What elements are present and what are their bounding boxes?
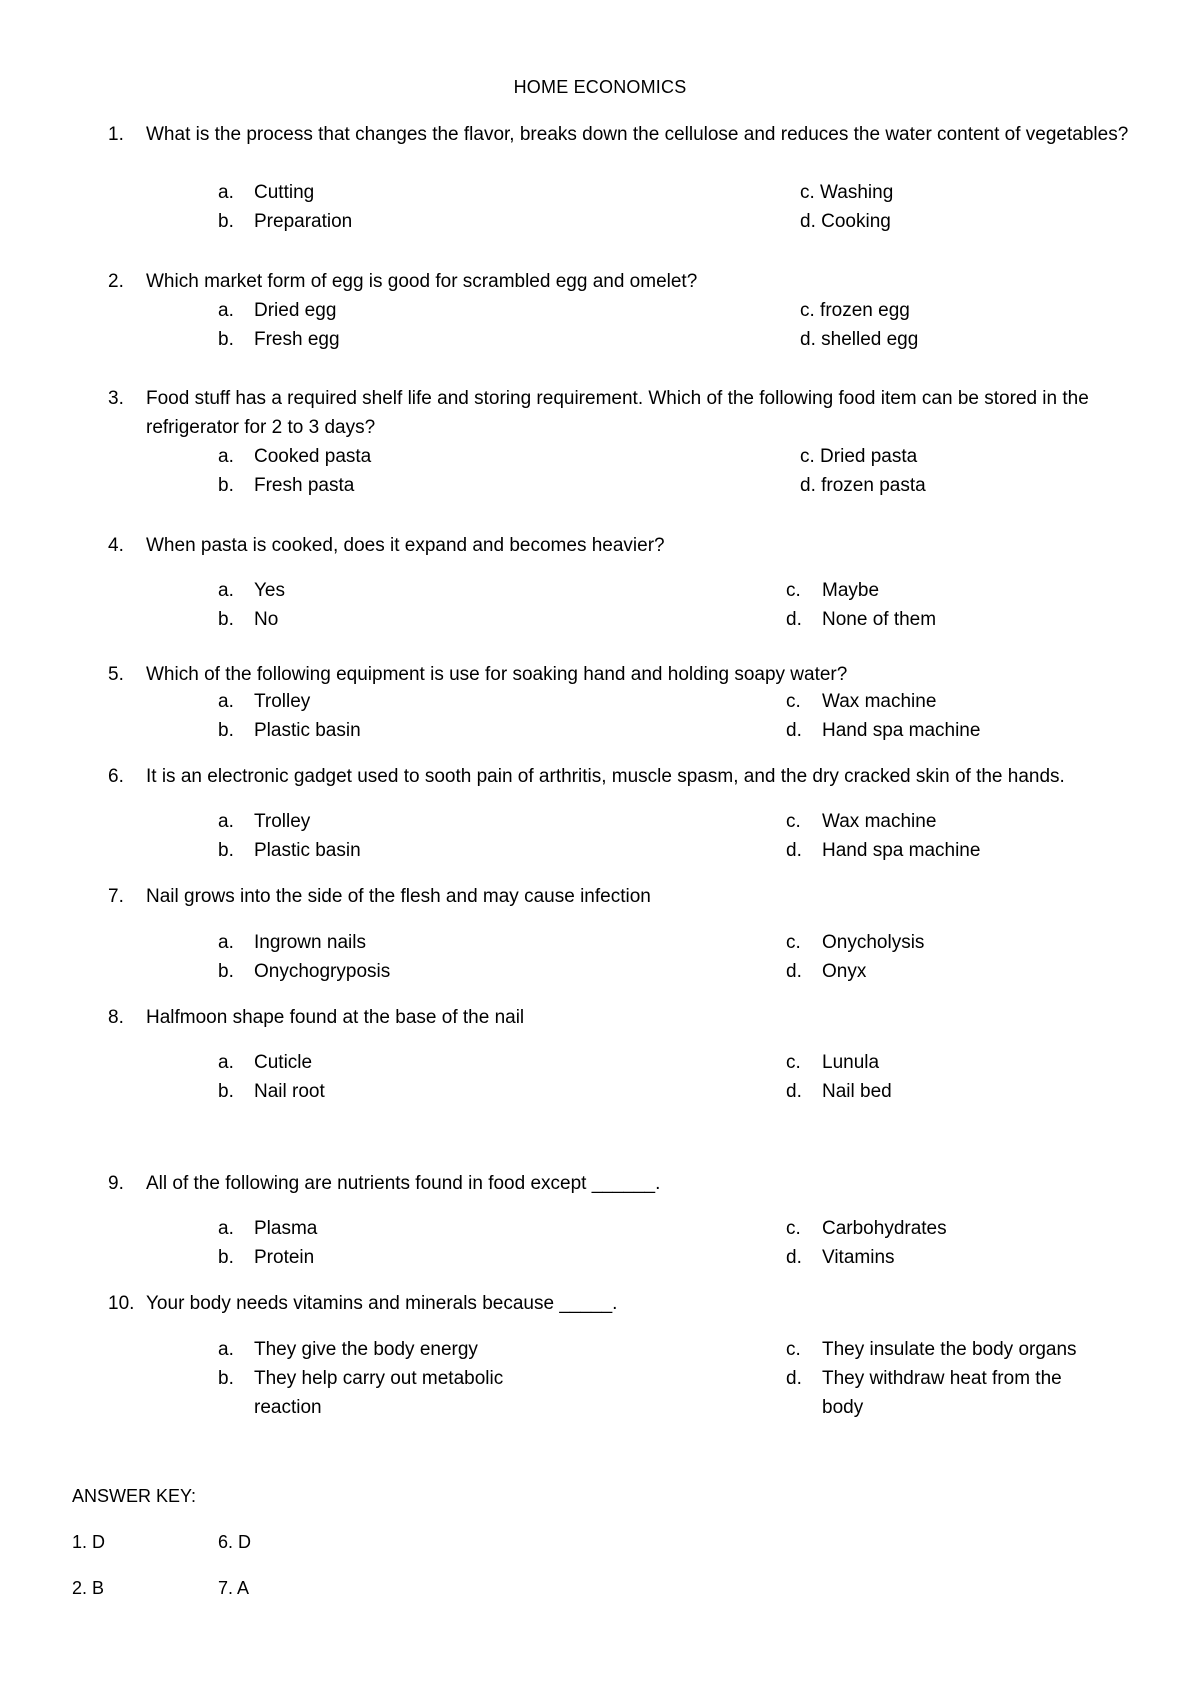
option-c: c. Wax machine <box>786 811 937 832</box>
option-d: d. They withdraw heat from the body <box>786 1368 1062 1418</box>
question-9 <box>108 1169 1148 1198</box>
answer-item: 6. D <box>218 1532 252 1552</box>
option-d: d. frozen pasta <box>800 475 926 496</box>
option-b: b. Preparation <box>218 211 353 232</box>
option-a: a. Cooked pasta <box>218 446 372 467</box>
option-c: c. Wax machine <box>786 691 937 712</box>
option-a: a. Ingrown nails <box>218 932 366 953</box>
option-b: b. Onychogryposis <box>218 961 391 982</box>
question-text: Which of the following equipment is use for soaking hand and holding soapy water? <box>146 664 848 685</box>
question-number: 9. <box>108 1173 124 1194</box>
option-a: a. Plasma <box>218 1218 318 1239</box>
question-text: Which market form of egg is good for scrambled egg and omelet? <box>146 271 698 292</box>
question-7 <box>108 882 1148 911</box>
option-a: a. Cuticle <box>218 1052 313 1073</box>
answer-item: 2. B <box>72 1578 105 1598</box>
option-a: a. Dried egg <box>218 300 337 321</box>
option-d: d. Nail bed <box>786 1081 892 1102</box>
option-c: c. Onycholysis <box>786 932 925 953</box>
option-c: c. Maybe <box>786 580 880 601</box>
question-number: 4. <box>108 535 124 556</box>
question-number: 7. <box>108 886 124 907</box>
question-text: Nail grows into the side of the flesh and may cause infection <box>146 886 651 907</box>
option-d: d. Hand spa machine <box>786 720 981 741</box>
question-text: It is an electronic gadget used to sooth pain of arthritis, muscle spasm, and the dry cracked skin of the hands. <box>146 766 1065 787</box>
option-b: b. Nail root <box>218 1081 325 1102</box>
option-c: c. Washing <box>800 182 894 203</box>
question-3 <box>108 384 1148 442</box>
question-1 <box>108 120 1148 149</box>
option-c: c. They insulate the body organs <box>786 1339 1077 1360</box>
option-a: a. They give the body energy <box>218 1339 478 1360</box>
question-5 <box>108 660 1148 689</box>
question-6 <box>108 762 1148 791</box>
question-number: 8. <box>108 1007 124 1028</box>
question-2 <box>108 267 1148 296</box>
answer-key-label: ANSWER KEY: <box>72 1486 197 1506</box>
option-b: b. Protein <box>218 1247 315 1268</box>
question-text: Halfmoon shape found at the base of the nail <box>146 1007 525 1028</box>
option-b: b. Plastic basin <box>218 840 361 861</box>
option-c: c. Carbohydrates <box>786 1218 947 1239</box>
answer-item: 1. D <box>72 1532 106 1552</box>
option-a: a. Trolley <box>218 811 311 832</box>
option-d: d. Cooking <box>800 211 891 232</box>
option-d: d. Onyx <box>786 961 867 982</box>
question-text: What is the process that changes the flavor, breaks down the cellulose and reduces the water content of vegetables? <box>146 124 1129 145</box>
option-c: c. Lunula <box>786 1052 880 1073</box>
question-text: Food stuff has a required shelf life and storing requirement. Which of the following food item can be stored in the refrigerator for 2 to 3 days? <box>146 388 1089 438</box>
question-text: Your body needs vitamins and minerals because _____. <box>146 1293 618 1314</box>
question-number: 10. <box>108 1293 135 1314</box>
question-number: 5. <box>108 664 124 685</box>
question-number: 2. <box>108 271 124 292</box>
option-a: a. Yes <box>218 580 285 601</box>
option-b: b. Fresh egg <box>218 329 340 350</box>
option-c: c. Dried pasta <box>800 446 918 467</box>
question-text: When pasta is cooked, does it expand and becomes heavier? <box>146 535 665 556</box>
option-b: b. Plastic basin <box>218 720 361 741</box>
option-a: a. Cutting <box>218 182 315 203</box>
option-d: d. Hand spa machine <box>786 840 981 861</box>
option-b: b. They help carry out metabolic reaction <box>218 1368 504 1418</box>
question-text: All of the following are nutrients found in food except ______. <box>146 1173 661 1194</box>
question-number: 3. <box>108 388 124 409</box>
question-8 <box>108 1003 1148 1032</box>
option-d: d. shelled egg <box>800 329 919 350</box>
option-b: b. No <box>218 609 279 630</box>
question-10 <box>108 1289 1148 1318</box>
question-4 <box>108 531 1148 560</box>
question-number: 1. <box>108 124 124 145</box>
page-title: HOME ECONOMICS <box>513 77 687 97</box>
option-d: d. Vitamins <box>786 1247 895 1268</box>
option-a: a. Trolley <box>218 691 311 712</box>
question-number: 6. <box>108 766 124 787</box>
option-c: c. frozen egg <box>800 300 910 321</box>
answer-item: 7. A <box>218 1578 250 1598</box>
option-b: b. Fresh pasta <box>218 475 355 496</box>
option-d: d. None of them <box>786 609 937 630</box>
